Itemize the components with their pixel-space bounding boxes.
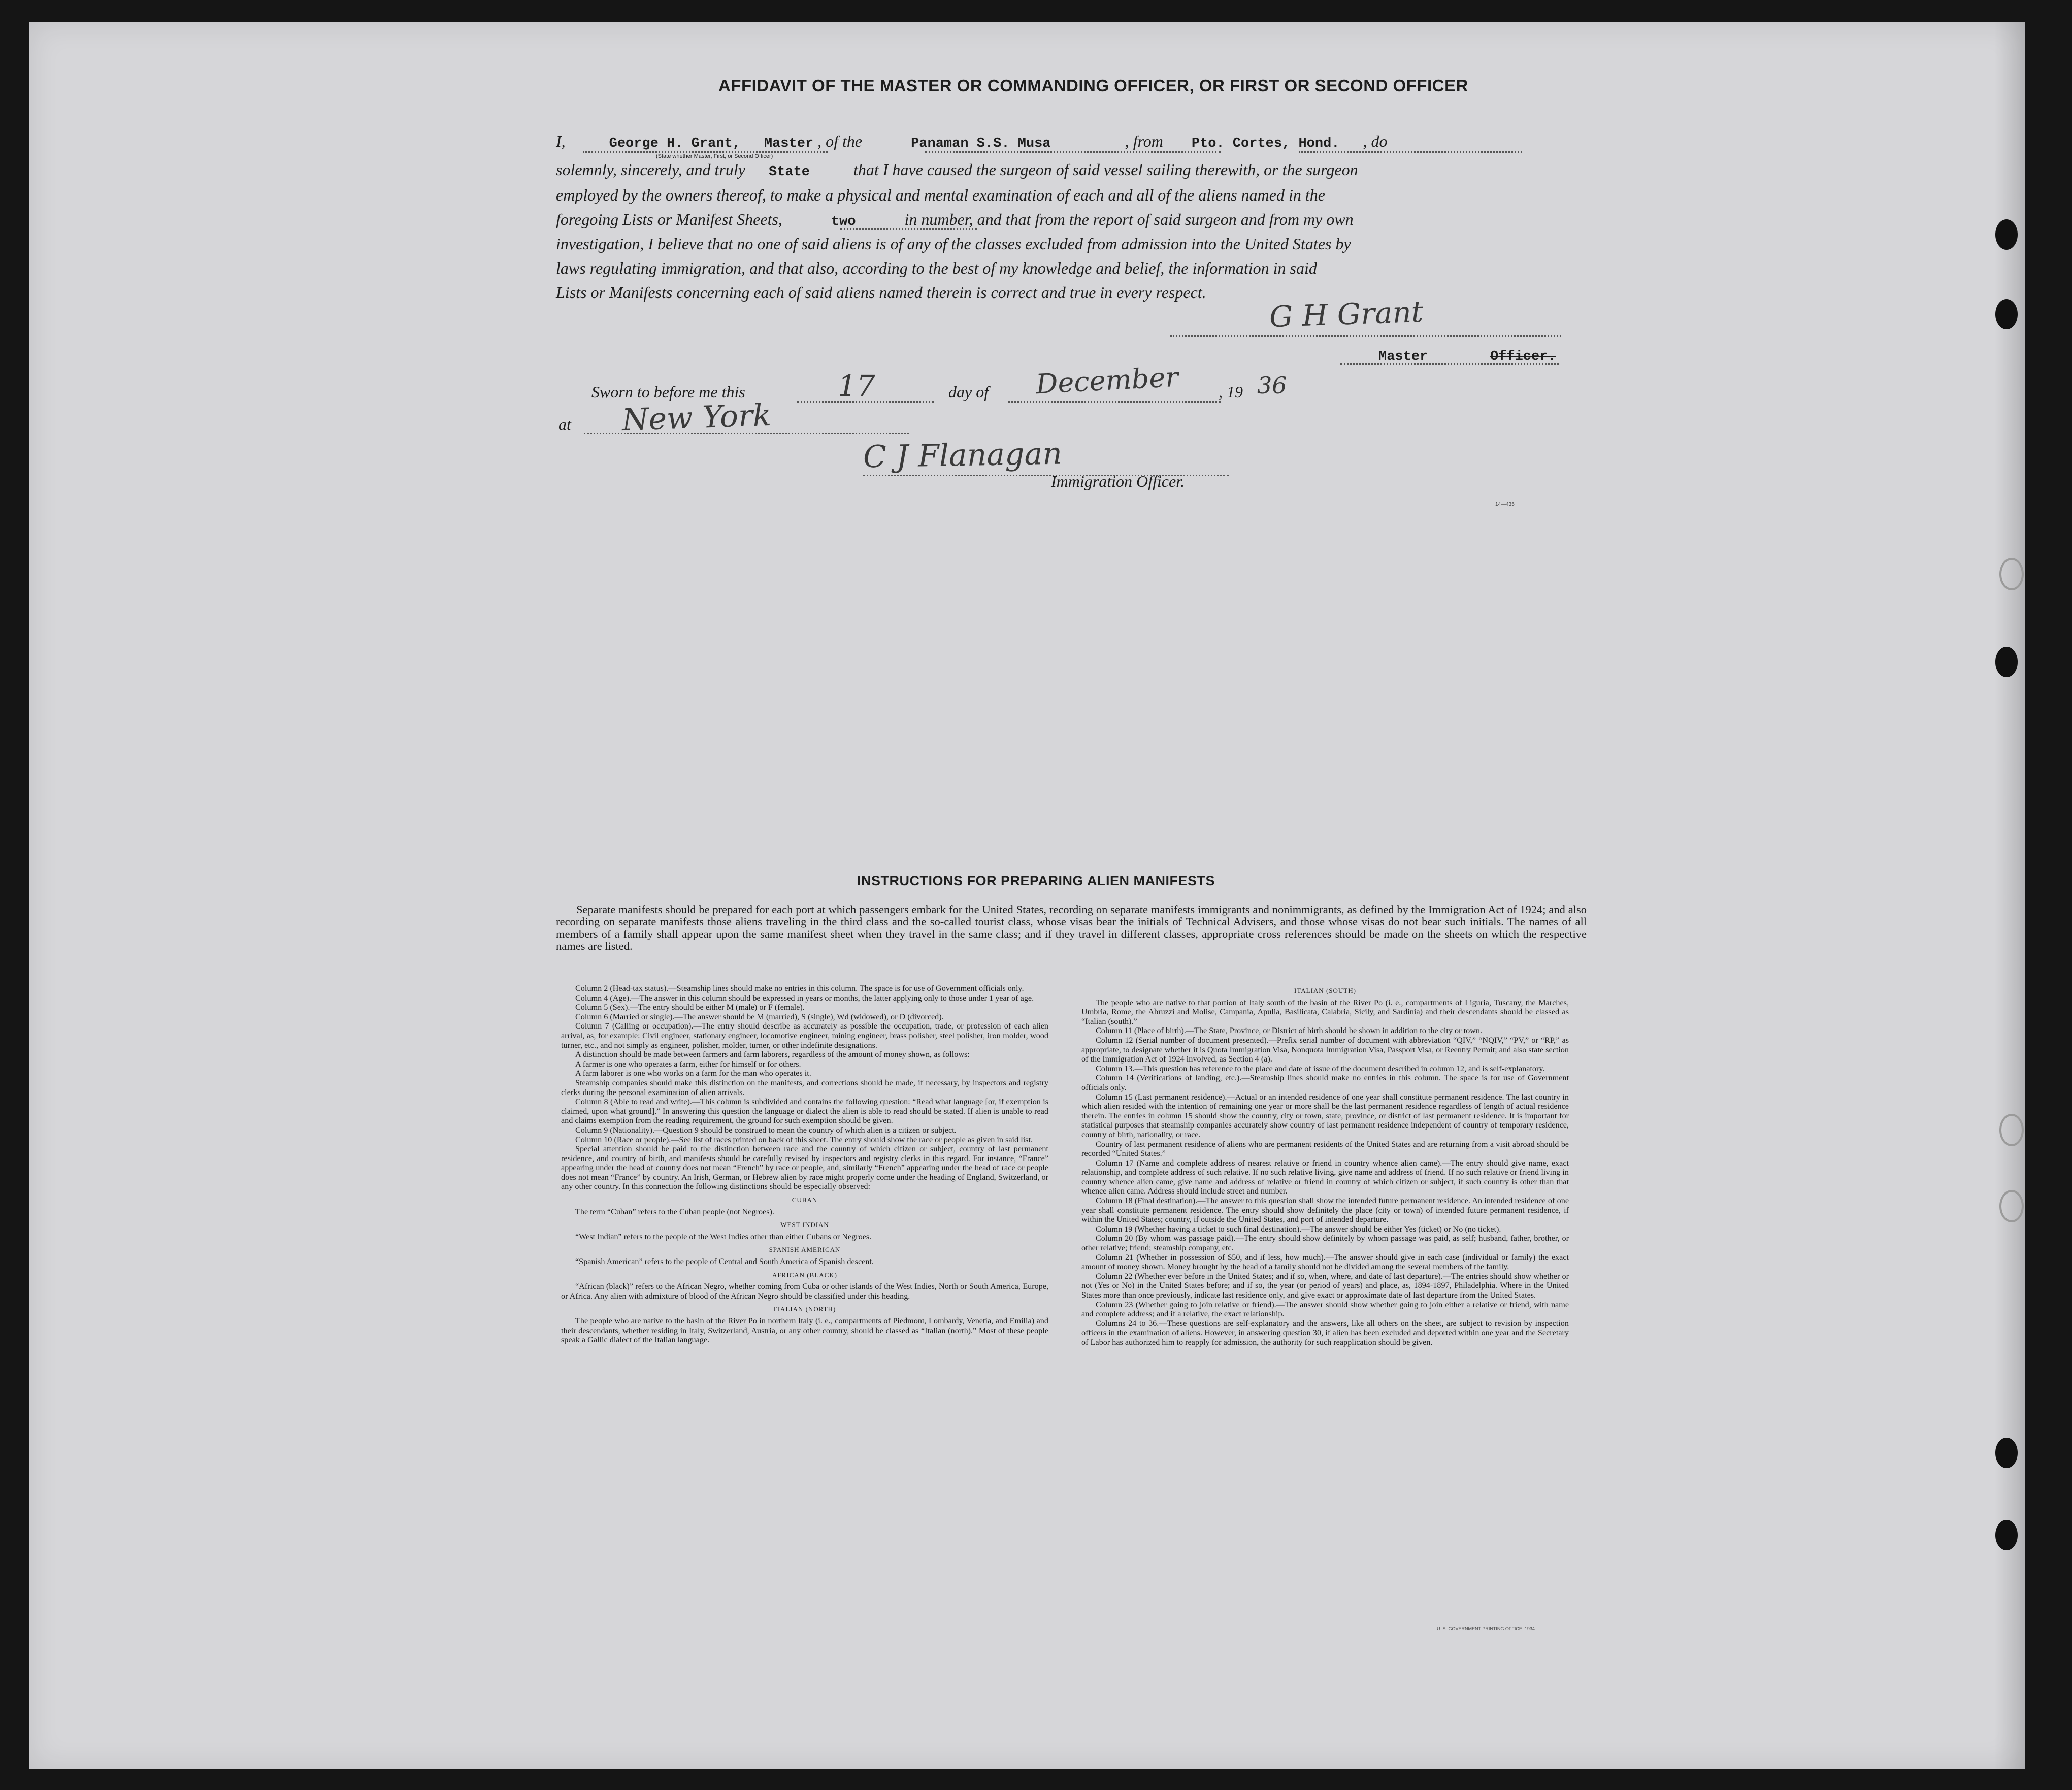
day-of-text: day of [948, 383, 989, 401]
master-rank: Master [764, 136, 814, 151]
instruction-paragraph: Column 18 (Final destination).—The answer to this question shall show the intended future permanent residence. An intended residence of one year shall constitute permanent residence. The entry should show definitely the place (city or town) of intended future permanent residence, if within the United States; country, if outside the United States, and port of intended departure. [1081, 1196, 1569, 1224]
fill-line [1008, 401, 1221, 403]
section-text-italian-north: The people who are native to the basin of the River Po in northern Italy (i. e., compartments of Piedmont, Lombardy, Venetia, and Emilia) and their descendants, whether residing in Italy, Switzerland, Austria, or any other country, should be classed as “Italian (north).” Most of these people speak a Gallic dialect of the Italian language. [561, 1316, 1048, 1345]
punch-hole [1995, 219, 2018, 250]
section-text-west-indian: “West Indian” refers to the people of the West Indies other than either Cubans or Negroes. [575, 1232, 872, 1241]
departure-port: Pto. Cortes, Hond. [1191, 136, 1340, 151]
instruction-paragraph: Column 9 (Nationality).—Question 9 should be construed to mean the country of which alien is a citizen or subject. [575, 1125, 957, 1135]
sworn-day: 17 [838, 369, 875, 403]
instruction-paragraph: Column 14 (Verifications of landing, etc.).—Steamship lines should make no entries in this column. The space is for use of Government officials only. [1081, 1073, 1569, 1092]
fill-line [925, 151, 1221, 153]
form-code: 14—435 [1495, 502, 1515, 507]
do-text: , do [1363, 132, 1388, 150]
section-heading-west-indian: WEST INDIAN [780, 1221, 829, 1229]
instruction-paragraph: A distinction should be made between farmers and farm laborers, regardless of the amount of money shown, as follows: [575, 1050, 970, 1059]
affidavit-line-2 [556, 160, 1358, 180]
instruction-paragraph: Column 8 (Able to read and write).—This column is subdivided and contains the following question: “Read what language [or, if exemption is claimed, upon what ground].” In answering this question the language or dialect the alien is able to read should be stated. If alien is unable to read and claims exemption from the reading requirement, the ground for such exemption should be given. [561, 1097, 1048, 1125]
line4-post: in number, and that from the report of said surgeon and from my own [904, 210, 1354, 228]
instruction-paragraph: Column 12 (Serial number of document presented).—Prefix serial number of document with abbreviation “QIV,” “NQIV,” “PV,” or “RP,” as appropriate, to designate whether it is Quota Immigration Visa, Nonquota Immigration Visa, Passport Visa, or Reentry Permit; and also state section of the Immigration Act of 1924 involved, as Section 4 (a). [1081, 1035, 1569, 1064]
at-label: at [558, 415, 571, 434]
section-heading-african: AFRICAN (BLACK) [772, 1271, 838, 1279]
instruction-paragraph: Column 2 (Head-tax status).—Steamship lines should make no entries in this column. The space is for use of Government officials only. [575, 984, 1024, 993]
section-text-african: “African (black)” refers to the African Negro, whether coming from Cuba or other islands of the West Indies, North or South America, Europe, or Africa. Any alien with admixture of blood of the African Negro should be classified under this heading. [561, 1282, 1048, 1301]
instruction-paragraph: Column 17 (Name and complete address of nearest relative or friend in country whence alien came).—The entry should give name, exact relationship, and complete address of such relative. If no such relative living, give name and address of friend. If no such relative or friend living in country whence alien came, give name and address of relative or friend in country of which citizen or subject, if such country is other than that whence alien came. Address should include street and number. [1081, 1158, 1569, 1196]
signature-line [1170, 335, 1561, 337]
sworn-place: New York [621, 397, 772, 439]
affidavit-title: AFFIDAVIT OF THE MASTER OR COMMANDING OFFICER, OR FIRST OR SECOND OFFICER [718, 76, 1468, 95]
instruction-paragraph: Column 19 (Whether having a ticket to such final destination).—The answer should be either Yes (ticket) or No (no ticket). [1096, 1224, 1501, 1234]
instruction-paragraph: Column 20 (By whom was passage paid).—The entry should show definitely by whom passage was paid, as self; husband, father, brother, or other relative; friend; steamship company, etc. [1081, 1234, 1569, 1253]
sworn-text: Sworn to before me this [591, 383, 745, 401]
instruction-paragraph: Column 22 (Whether ever before in the United States; and if so, when, where, and date of last departure).—The entries should show whether or not (Yes or No) in the United States before; and if so, the year (or period of years) and place, as, 1894-1897, Philadelphia. Where in the United States more than once previously, indicate last residence only, and give exact or approximate date of last departure from the United States. [1081, 1271, 1569, 1300]
punch-hole [1999, 558, 2024, 590]
instructions-left-column [561, 984, 1048, 1345]
punch-hole [1995, 1438, 2018, 1468]
section-text-italian-south: The people who are native to that portion of Italy south of the basin of the River Po (i. e., compartments of Liguria, Tuscany, the Marches, Umbria, Rome, the Abruzzi and Molise, Campania, Apulia, Basilicata, Calabria, Sicily, and Sardinia) and their descendants should be classed as “Italian (south).” [1081, 998, 1569, 1026]
signer-title-master: Master [1378, 349, 1428, 364]
affidavit-line-5: investigation, I believe that no one of said aliens is of any of the classes excluded from admission into the United States by [556, 235, 1351, 253]
instruction-paragraph: Country of last permanent residence of aliens who are permanent residents of the United States and are returning from a visit abroad should be recorded “United States.” [1081, 1139, 1569, 1158]
instructions-intro: Separate manifests should be prepared for each port at which passengers embark for the United States, recording on separate manifests immigrants and nonimmigrants, as defined by the Immigration Act of 1924; and also recording on separate manifests those aliens traveling in the third class and the so-called tourist class, whose visas bear the initials of Technical Advisers, and those whose visas do not bear such initials. The names of all members of a family shall appear upon the same manifest sheet when they travel in the same class; and if they travel in different classes, appropriate cross references should be made on the sheets on which the respective names are listed. [556, 903, 1587, 952]
vessel-name: Panaman S.S. Musa [911, 136, 1051, 151]
instruction-paragraph: A farmer is one who operates a farm, either for himself or for others. [575, 1059, 801, 1069]
affidavit-line-4 [556, 210, 1354, 229]
instruction-paragraph: Column 21 (Whether in possession of $50, and if less, how much).—The answer should give in each case (individual or family) the exact amount of money shown. Money brought by the head of a family should not be divided among the several members of the family. [1081, 1252, 1569, 1272]
line2-post: that I have caused the surgeon of said vessel sailing therewith, or the surgeon [853, 160, 1358, 179]
punch-hole [1999, 1190, 2024, 1222]
instruction-paragraph: Column 6 (Married or single).—The answer should be M (married), S (single), Wd (widowed), or D (divorced). [575, 1012, 944, 1021]
from-text: , from [1125, 132, 1163, 150]
printer-imprint: U. S. GOVERNMENT PRINTING OFFICE: 1934 [1437, 1626, 1535, 1631]
instruction-paragraph: Column 23 (Whether going to join relative or friend).—The answer should show whether going to join either a relative or friend, with name and complete address; and if a relative, the exact relationship. [1081, 1300, 1569, 1319]
affirmation-verb: State [768, 164, 810, 180]
affidavit-line-7: Lists or Manifests concerning each of said aliens named therein is correct and true in every respect. [556, 283, 1206, 302]
instructions-title: INSTRUCTIONS FOR PREPARING ALIEN MANIFESTS [857, 873, 1215, 888]
instruction-paragraph: Column 5 (Sex).—The entry should be either M (male) or F (female). [575, 1003, 805, 1012]
instructions-right-column [1081, 982, 1569, 1347]
officer-title: Immigration Officer. [1051, 472, 1185, 490]
affidavit-line-1 [556, 132, 1387, 151]
fill-line [583, 151, 828, 153]
section-heading-cuban: CUBAN [792, 1196, 818, 1204]
punch-hole [1995, 299, 2018, 329]
punch-hole [1995, 1520, 2018, 1550]
officer-signature: C J Flanagan [863, 436, 1063, 475]
page-edge-shadow [1994, 22, 2025, 1769]
instruction-paragraph: Columns 24 to 36.—These questions are self-explanatory and the answers, like all others on the sheet, are subject to revision by inspection officers in the examination of aliens. However, in answering question 30, if alien has been excluded and deported within one year and the Secretary of Labor has authorized him to reapply for admission, the authority for such reapplication should be given. [1081, 1318, 1569, 1347]
affidavit-line-3: employed by the owners thereof, to make a physical and mental examination of each and all of the aliens named in the [556, 186, 1325, 204]
section-heading-italian-north: ITALIAN (NORTH) [773, 1305, 836, 1313]
punch-hole [1999, 1114, 2024, 1146]
master-name: George H. Grant, [609, 136, 741, 151]
section-heading-spanish-american: SPANISH AMERICAN [769, 1246, 841, 1254]
instruction-paragraph: Column 13.—This question has reference to the place and date of issue of the document described in column 12, and is self-explanatory. [1096, 1064, 1545, 1073]
fill-line [797, 401, 934, 403]
signer-title-officer: Officer. [1490, 349, 1556, 364]
instruction-paragraph: Column 11 (Place of birth).—The State, Province, or District of birth should be shown in addition to the city or town. [1096, 1026, 1482, 1036]
year-prefix: , 19 [1219, 383, 1243, 401]
rank-note: (State whether Master, First, or Second Officer) [656, 153, 773, 159]
affidavit-line-6: laws regulating immigration, and that also, according to the best of my knowledge and belief, the information in said [556, 259, 1317, 277]
instruction-paragraph: Column 7 (Calling or occupation).—The entry should describe as accurately as possible the occupation, trade, or profession of each alien arrival, as, for example: Civil engineer, stationary engineer, locomotive engineer, mining engineer, brass polisher, steel polisher, iron molder, wood turner, etc., and not simply as engineer, polisher, molder, turner, or other indefinite designations. [561, 1021, 1048, 1050]
instruction-paragraph: A farm laborer is one who works on a farm for the man who operates it. [575, 1069, 811, 1078]
instruction-paragraph: Steamship companies should make this distinction on the manifests, and corrections should be made, if necessary, by inspectors and registry clerks during the personal examination of alien arrivals. [561, 1078, 1048, 1097]
sworn-month: December [1035, 360, 1179, 401]
fill-line [840, 228, 977, 230]
instruction-paragraph: Column 4 (Age).—The answer in this column should be expressed in years or months, the latter applying only to those under 1 year of age. [575, 993, 1034, 1003]
section-heading-italian-south: ITALIAN (SOUTH) [1294, 987, 1356, 995]
punch-hole [1995, 647, 2018, 677]
instruction-paragraph: Special attention should be paid to the distinction between race and the country of which citizen or subject, country of last permanent residence, and country of birth, and manifests should be carefully revised by inspectors and registry clerks in this regard. For instance, “France” appearing under the head of country does not mean “French” by race or people, and, similarly “French” appearing under the head of race or people does not mean “France” by country. An Irish, German, or Hebrew alien by race might properly come under the heading of England, Switzerland, or any other country. In this connection the following distinctions should be especially observed: [561, 1144, 1048, 1191]
instruction-paragraph: Column 10 (Race or people).—See list of races printed on back of this sheet. The entry should show the race or people as given in said list. [575, 1135, 1033, 1144]
section-text-spanish-american: “Spanish American” refers to the people of Central and South America of Spanish descent. [575, 1257, 874, 1267]
affidavit-i: I, [556, 132, 566, 150]
of-the-text: , of the [817, 132, 863, 150]
fill-line [1299, 151, 1522, 153]
line2-pre: solemnly, sincerely, and truly [556, 160, 745, 179]
master-signature: G H Grant [1268, 294, 1424, 335]
sworn-year: 36 [1257, 372, 1287, 399]
instruction-paragraph: Column 15 (Last permanent residence).—Actual or an intended residence of one year shall constitute permanent residence. The last country in which alien resided with the intention of remaining one year or more shall be the last permanent residence regardless of length of actual residence therein. The entries in column 15 should show the country, city or town, state, province, or district of last permanent residence. It is important for statistical purposes that steamship companies accurately show country of last permanent residence independent of country of temporary residence, country of birth, nationality, or race. [1081, 1092, 1569, 1139]
line4-pre: foregoing Lists or Manifest Sheets, [556, 210, 782, 228]
sheet-count: two [831, 214, 856, 229]
section-text-cuban: The term “Cuban” refers to the Cuban people (not Negroes). [575, 1207, 774, 1216]
fill-line [584, 433, 909, 434]
